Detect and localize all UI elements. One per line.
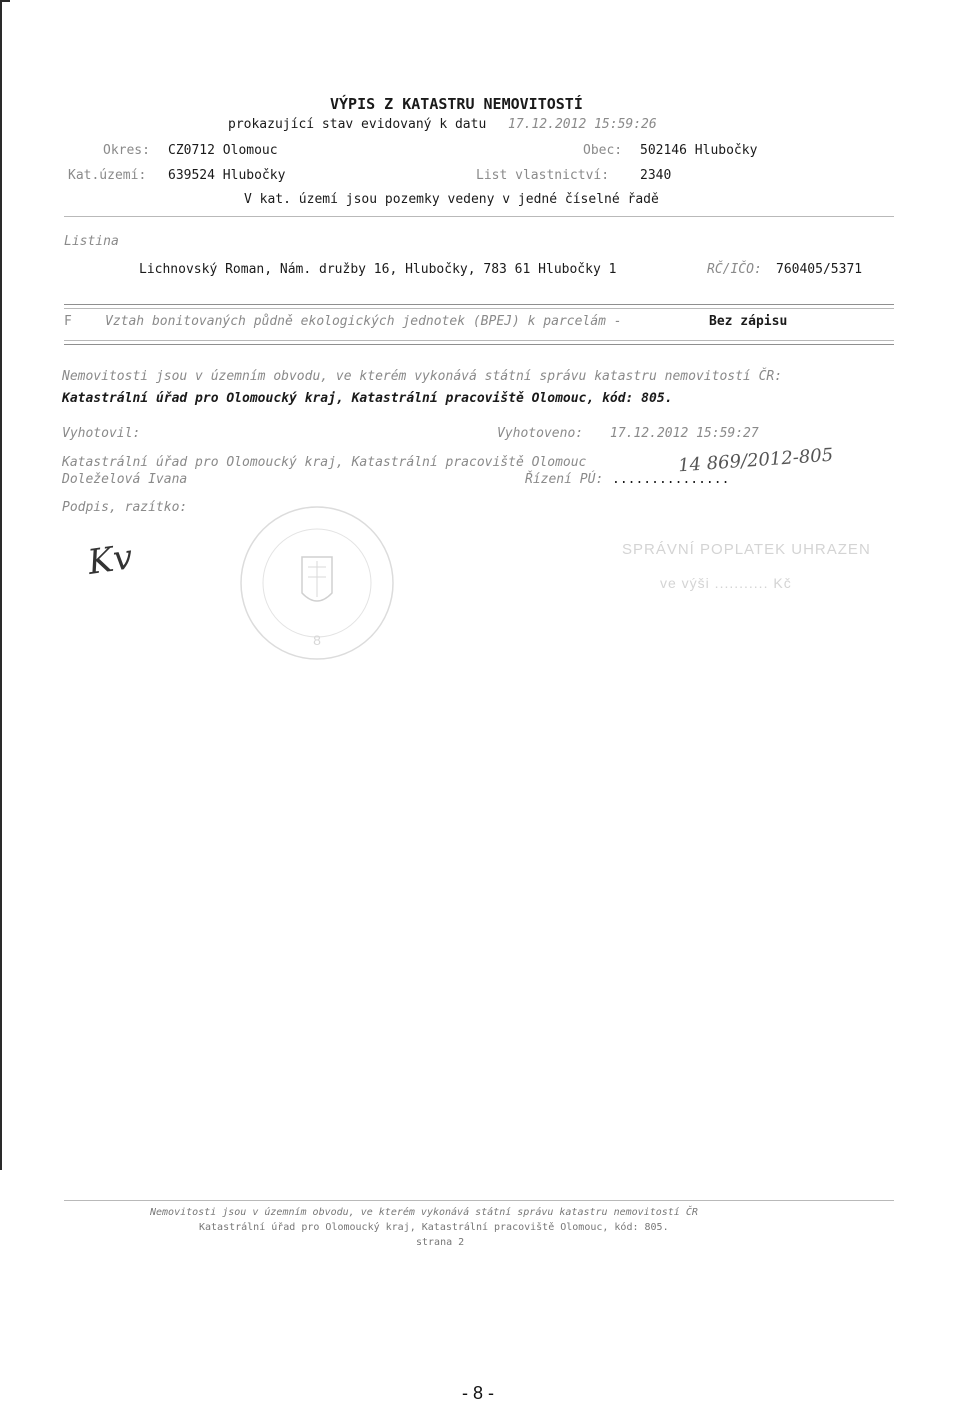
section-f-text: Vztah bonitovaných půdně ekologických jednotek (BPEJ) k parcelám - [105, 314, 622, 329]
divider [64, 308, 894, 309]
official-stamp [232, 505, 402, 665]
rc-value: 760405/5371 [776, 262, 863, 277]
footer-page: strana 2 [416, 1237, 465, 1248]
kat-uzemi-label: Kat.území: [68, 168, 147, 183]
scan-edge [0, 0, 2, 1170]
divider [64, 304, 894, 305]
office-line-1: Nemovitosti jsou v územním obvodu, ve kterém vykonává státní správu katastru nemovitostí ČR: [62, 369, 783, 384]
rizeni-label: Řízení PÚ: [525, 472, 604, 487]
listina-label: Listina [64, 234, 119, 249]
footer-line-2: Katastrální úřad pro Olomoucký kraj, Katastrální pracoviště Olomouc, kód: 805. [199, 1222, 669, 1233]
obec-label: Obec: [583, 143, 623, 158]
subtitle-prefix: prokazující stav evidovaný k datu [228, 117, 487, 132]
footer-divider [64, 1200, 894, 1201]
rc-label: RČ/IČO: [707, 262, 762, 277]
subtitle-date: 17.12.2012 15:59:26 [508, 117, 657, 132]
fee-stamp-line-2: ve výši ........... Kč [660, 575, 792, 591]
okres-value: CZ0712 Olomouc [168, 143, 278, 158]
cislovani-note: V kat. území jsou pozemky vedeny v jedné číselné řadě [244, 192, 659, 207]
vyhotovil-label: Vyhotovil: [62, 426, 141, 441]
section-f-letter: F [64, 314, 72, 329]
signature-mark: Kv [85, 537, 136, 583]
footer-line-1: Nemovitosti jsou v územním obvodu, ve kterém vykonává státní správu katastru nemovitostí ČR [150, 1207, 698, 1218]
office-line-2: Katastrální úřad pro Olomoucký kraj, Katastrální pracoviště Olomouc, kód: 805. [62, 391, 673, 406]
scan-edge-top [0, 0, 10, 2]
produced-office: Katastrální úřad pro Olomoucký kraj, Katastrální pracoviště Olomouc [62, 455, 587, 470]
produced-person: Doleželová Ivana [62, 472, 188, 487]
divider [64, 344, 894, 345]
rizeni-dots: ............... [612, 472, 730, 487]
fee-stamp-line-1: SPRÁVNÍ POPLATEK UHRAZEN [622, 541, 871, 558]
section-f-value: Bez zápisu [709, 314, 788, 329]
obec-value: 502146 Hlubočky [640, 143, 758, 158]
okres-label: Okres: [103, 143, 150, 158]
vyhotoveno-label: Vyhotoveno: [497, 426, 584, 441]
divider [64, 216, 894, 217]
owner-line: Lichnovský Roman, Nám. družby 16, Hlubočky, 783 61 Hlubočky 1 [139, 262, 617, 277]
page-number: - 8 - [462, 1383, 495, 1403]
list-vlastnictvi-label: List vlastnictví: [476, 168, 610, 183]
divider [64, 340, 894, 341]
rizeni-handwritten: 14 869/2012-805 [677, 444, 834, 477]
list-vlastnictvi-value: 2340 [640, 168, 672, 183]
vyhotoveno-value: 17.12.2012 15:59:27 [610, 426, 759, 441]
document-title: VÝPIS Z KATASTRU NEMOVITOSTÍ [330, 95, 583, 113]
signature-label: Podpis, razítko: [62, 500, 188, 515]
kat-uzemi-value: 639524 Hlubočky [168, 168, 286, 183]
stamp-number: 8 [313, 632, 321, 648]
